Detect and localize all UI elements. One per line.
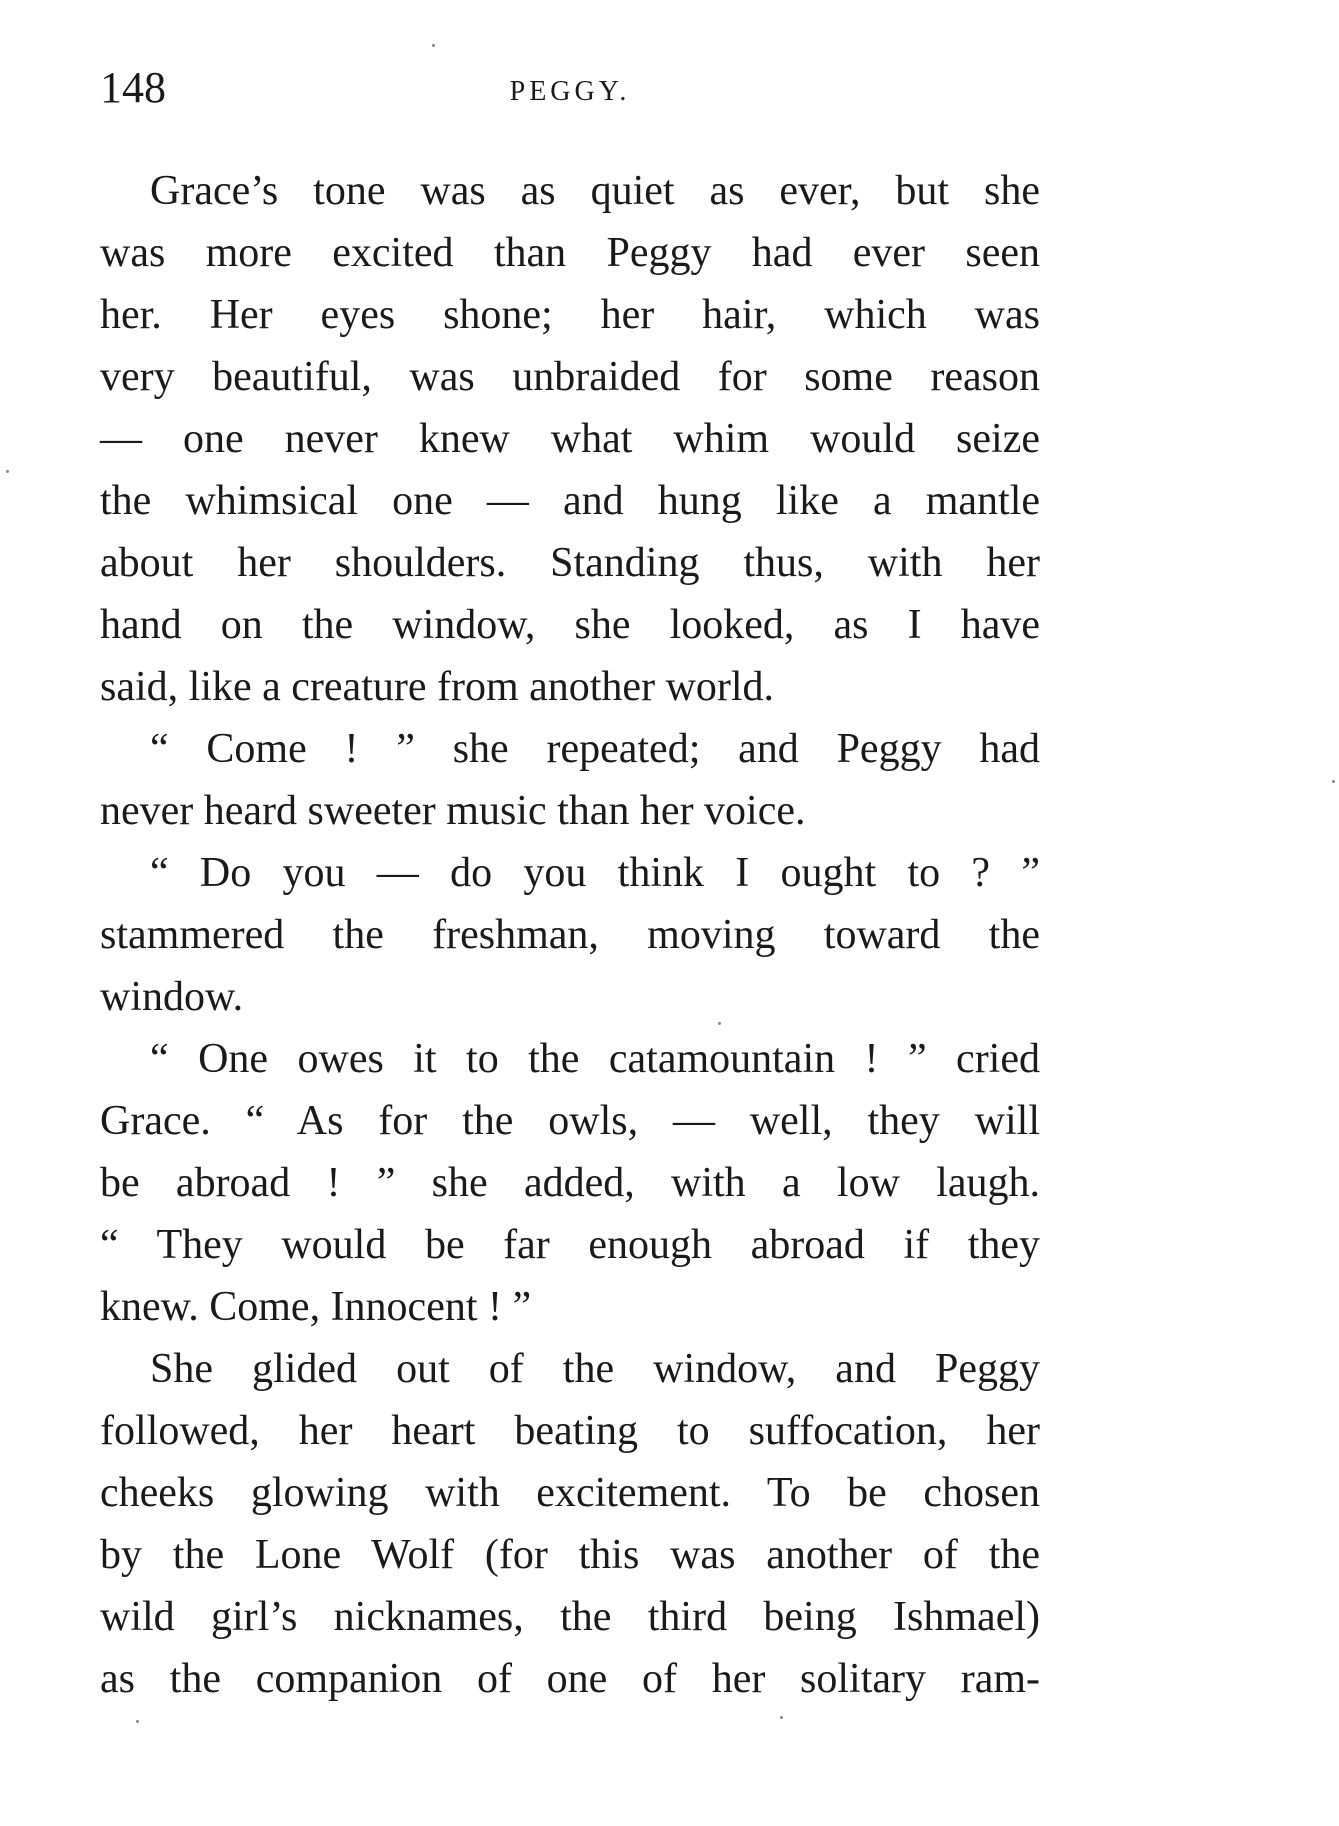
text-line: Grace’s tone was as quiet as ever, but she xyxy=(150,168,1040,214)
text-line: very beautiful, was unbraided for some reason xyxy=(100,354,1040,400)
text-line: “ One owes it to the catamountain ! ” cried xyxy=(150,1036,1040,1082)
page-header xyxy=(100,58,1040,118)
running-title: PEGGY. xyxy=(509,76,631,107)
text-line: about her shoulders. Standing thus, with her xyxy=(100,540,1040,586)
text-line: She glided out of the window, and Peggy xyxy=(150,1346,1040,1392)
scan-speck xyxy=(432,44,435,47)
text-line: as the companion of one of her solitary ram- xyxy=(100,1656,1040,1702)
text-line: window. xyxy=(100,974,244,1020)
text-line: never heard sweeter music than her voice. xyxy=(100,788,806,834)
scan-speck xyxy=(1332,780,1335,783)
text-line: said, like a creature from another world. xyxy=(100,664,775,710)
text-line: hand on the window, she looked, as I have xyxy=(100,602,1040,648)
text-line: cheeks glowing with excitement. To be chosen xyxy=(100,1470,1040,1516)
text-line: be abroad ! ” she added, with a low laugh. xyxy=(100,1160,1040,1206)
scan-speck xyxy=(718,1022,721,1025)
text-line: — one never knew what whim would seize xyxy=(100,416,1040,462)
page-number: 148 xyxy=(100,63,166,112)
text-line: by the Lone Wolf (for this was another of the xyxy=(100,1532,1040,1578)
text-line: her. Her eyes shone; her hair, which was xyxy=(100,292,1040,338)
scan-speck xyxy=(136,1720,139,1723)
text-line: Grace. “ As for the owls, — well, they will xyxy=(100,1098,1040,1144)
text-line: the whimsical one — and hung like a mantle xyxy=(100,478,1040,524)
text-line: “ They would be far enough abroad if they xyxy=(100,1222,1040,1268)
scan-speck xyxy=(6,470,9,473)
text-line: knew. Come, Innocent ! ” xyxy=(100,1284,532,1330)
text-line: “ Come ! ” she repeated; and Peggy had xyxy=(150,726,1040,772)
text-line: followed, her heart beating to suffocation, her xyxy=(100,1408,1040,1454)
text-line: was more excited than Peggy had ever seen xyxy=(100,230,1040,276)
scan-speck xyxy=(780,1716,783,1719)
text-line: stammered the freshman, moving toward the xyxy=(100,912,1040,958)
text-line: wild girl’s nicknames, the third being Ishmael) xyxy=(100,1594,1040,1640)
body-text xyxy=(100,160,1040,1710)
text-line: “ Do you — do you think I ought to ? ” xyxy=(150,850,1040,896)
